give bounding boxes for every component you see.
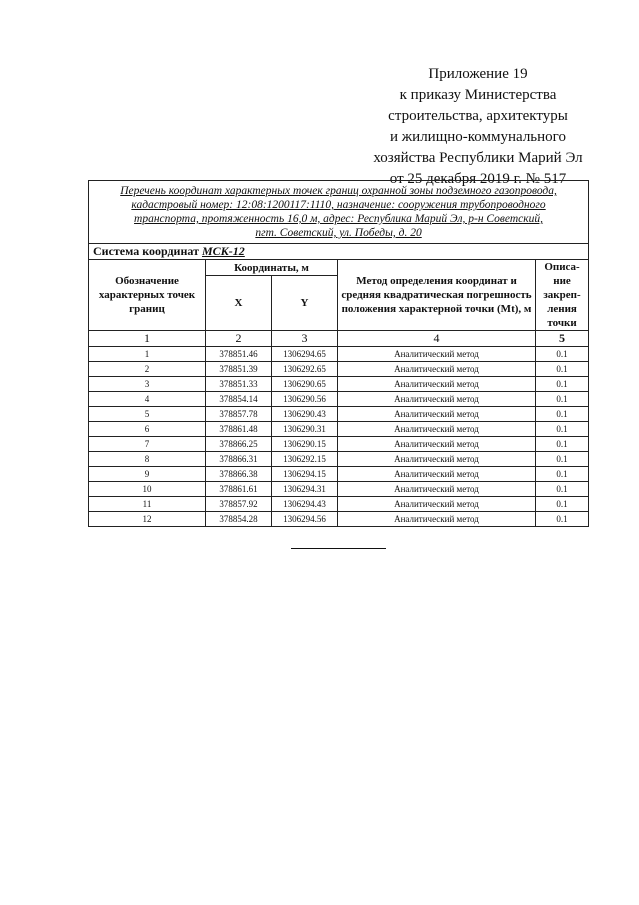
method-cell: Аналитический метод bbox=[338, 437, 536, 452]
table-title-row bbox=[89, 181, 589, 244]
table-row bbox=[89, 482, 589, 497]
point-number-cell: 1 bbox=[89, 347, 206, 362]
table-row bbox=[89, 467, 589, 482]
table-row bbox=[89, 392, 589, 407]
col-header-description-line: Описа- bbox=[544, 261, 580, 273]
method-cell: Аналитический метод bbox=[338, 377, 536, 392]
column-number: 3 bbox=[272, 331, 338, 347]
coordinate-system-label: Система координат bbox=[93, 244, 202, 258]
accuracy-cell: 0.1 bbox=[536, 497, 589, 512]
point-number-cell: 11 bbox=[89, 497, 206, 512]
point-number-cell: 2 bbox=[89, 362, 206, 377]
accuracy-cell: 0.1 bbox=[536, 437, 589, 452]
accuracy-cell: 0.1 bbox=[536, 512, 589, 527]
appendix-header bbox=[360, 64, 596, 190]
y-coordinate-cell: 1306294.56 bbox=[272, 512, 338, 527]
method-cell: Аналитический метод bbox=[338, 512, 536, 527]
table-row bbox=[89, 437, 589, 452]
accuracy-cell: 0.1 bbox=[536, 392, 589, 407]
coordinate-system bbox=[89, 244, 589, 260]
closing-divider-line bbox=[291, 548, 386, 549]
header-line: строительства, архитектуры bbox=[388, 108, 568, 124]
table-row bbox=[89, 347, 589, 362]
table-row bbox=[89, 377, 589, 392]
x-coordinate-cell: 378854.28 bbox=[206, 512, 272, 527]
table-row bbox=[89, 407, 589, 422]
coordinate-system-row bbox=[89, 244, 589, 260]
y-coordinate-cell: 1306294.43 bbox=[272, 497, 338, 512]
column-numbers-row bbox=[89, 331, 589, 347]
point-number-cell: 6 bbox=[89, 422, 206, 437]
column-number: 5 bbox=[536, 331, 589, 347]
col-header-description-line: закреп- bbox=[543, 289, 581, 301]
method-cell: Аналитический метод bbox=[338, 467, 536, 482]
table-row bbox=[89, 422, 589, 437]
header-line: Приложение 19 bbox=[428, 66, 528, 82]
column-number: 2 bbox=[206, 331, 272, 347]
accuracy-cell: 0.1 bbox=[536, 362, 589, 377]
col-header-description bbox=[536, 260, 589, 331]
header-line: к приказу Министерства bbox=[399, 87, 557, 103]
table-title-line: кадастровый номер: 12:08:1200117:1110, назначение: сооружения трубопроводного bbox=[131, 199, 546, 211]
x-coordinate-cell: 378857.92 bbox=[206, 497, 272, 512]
y-coordinate-cell: 1306294.31 bbox=[272, 482, 338, 497]
point-number-cell: 3 bbox=[89, 377, 206, 392]
table-title-line: пгт. Советский, ул. Победы, д. 20 bbox=[255, 227, 422, 239]
x-coordinate-cell: 378866.25 bbox=[206, 437, 272, 452]
point-number-cell: 4 bbox=[89, 392, 206, 407]
y-coordinate-cell: 1306294.65 bbox=[272, 347, 338, 362]
table-title-line: Перечень координат характерных точек границ охранной зоны подземного газопровода, bbox=[120, 185, 557, 197]
y-coordinate-cell: 1306292.65 bbox=[272, 362, 338, 377]
column-number: 1 bbox=[89, 331, 206, 347]
header-line: от 25 декабря 2019 г. № 517 bbox=[389, 171, 567, 187]
column-number: 4 bbox=[338, 331, 536, 347]
method-cell: Аналитический метод bbox=[338, 422, 536, 437]
method-cell: Аналитический метод bbox=[338, 407, 536, 422]
method-cell: Аналитический метод bbox=[338, 392, 536, 407]
x-coordinate-cell: 378857.78 bbox=[206, 407, 272, 422]
coordinates-table bbox=[88, 180, 589, 527]
table-title-line: транспорта, протяженность 16,0 м, адрес: Республика Марий Эл, р-н Советский, bbox=[134, 213, 544, 225]
header-line: и жилищно-коммунального bbox=[390, 129, 566, 145]
point-number-cell: 8 bbox=[89, 452, 206, 467]
table-row bbox=[89, 512, 589, 527]
accuracy-cell: 0.1 bbox=[536, 422, 589, 437]
y-coordinate-cell: 1306290.65 bbox=[272, 377, 338, 392]
x-coordinate-cell: 378861.61 bbox=[206, 482, 272, 497]
coordinate-system-value: МСК-12 bbox=[201, 244, 245, 258]
col-header-description-line: ления bbox=[547, 303, 577, 315]
y-coordinate-cell: 1306290.43 bbox=[272, 407, 338, 422]
col-header-description-line: ние bbox=[553, 275, 571, 287]
method-cell: Аналитический метод bbox=[338, 362, 536, 377]
point-number-cell: 5 bbox=[89, 407, 206, 422]
method-cell: Аналитический метод bbox=[338, 482, 536, 497]
method-cell: Аналитический метод bbox=[338, 497, 536, 512]
col-header-description-line: точки bbox=[547, 317, 577, 329]
y-coordinate-cell: 1306294.15 bbox=[272, 467, 338, 482]
x-coordinate-cell: 378866.31 bbox=[206, 452, 272, 467]
accuracy-cell: 0.1 bbox=[536, 482, 589, 497]
x-coordinate-cell: 378851.46 bbox=[206, 347, 272, 362]
table-row bbox=[89, 362, 589, 377]
y-coordinate-cell: 1306290.15 bbox=[272, 437, 338, 452]
point-number-cell: 12 bbox=[89, 512, 206, 527]
point-number-cell: 10 bbox=[89, 482, 206, 497]
method-cell: Аналитический метод bbox=[338, 347, 536, 362]
x-coordinate-cell: 378866.38 bbox=[206, 467, 272, 482]
col-header-x: X bbox=[206, 276, 272, 331]
y-coordinate-cell: 1306290.56 bbox=[272, 392, 338, 407]
table-row bbox=[89, 497, 589, 512]
accuracy-cell: 0.1 bbox=[536, 407, 589, 422]
coordinates-table-body bbox=[89, 181, 589, 527]
accuracy-cell: 0.1 bbox=[536, 347, 589, 362]
point-number-cell: 7 bbox=[89, 437, 206, 452]
x-coordinate-cell: 378861.48 bbox=[206, 422, 272, 437]
col-header-y: Y bbox=[272, 276, 338, 331]
header-row-1 bbox=[89, 260, 589, 276]
y-coordinate-cell: 1306290.31 bbox=[272, 422, 338, 437]
y-coordinate-cell: 1306292.15 bbox=[272, 452, 338, 467]
header-line: хозяйства Республики Марий Эл bbox=[373, 150, 583, 166]
x-coordinate-cell: 378851.33 bbox=[206, 377, 272, 392]
accuracy-cell: 0.1 bbox=[536, 452, 589, 467]
accuracy-cell: 0.1 bbox=[536, 377, 589, 392]
table-row bbox=[89, 452, 589, 467]
col-header-point: Обозначение характерных точек границ bbox=[89, 260, 206, 331]
accuracy-cell: 0.1 bbox=[536, 467, 589, 482]
method-cell: Аналитический метод bbox=[338, 452, 536, 467]
x-coordinate-cell: 378851.39 bbox=[206, 362, 272, 377]
point-number-cell: 9 bbox=[89, 467, 206, 482]
x-coordinate-cell: 378854.14 bbox=[206, 392, 272, 407]
col-header-method: Метод определения координат и средняя квадратическая погрешность положения характерной точки (Mt), м bbox=[338, 260, 536, 331]
table-title bbox=[89, 181, 589, 244]
col-header-coords: Координаты, м bbox=[206, 260, 338, 276]
